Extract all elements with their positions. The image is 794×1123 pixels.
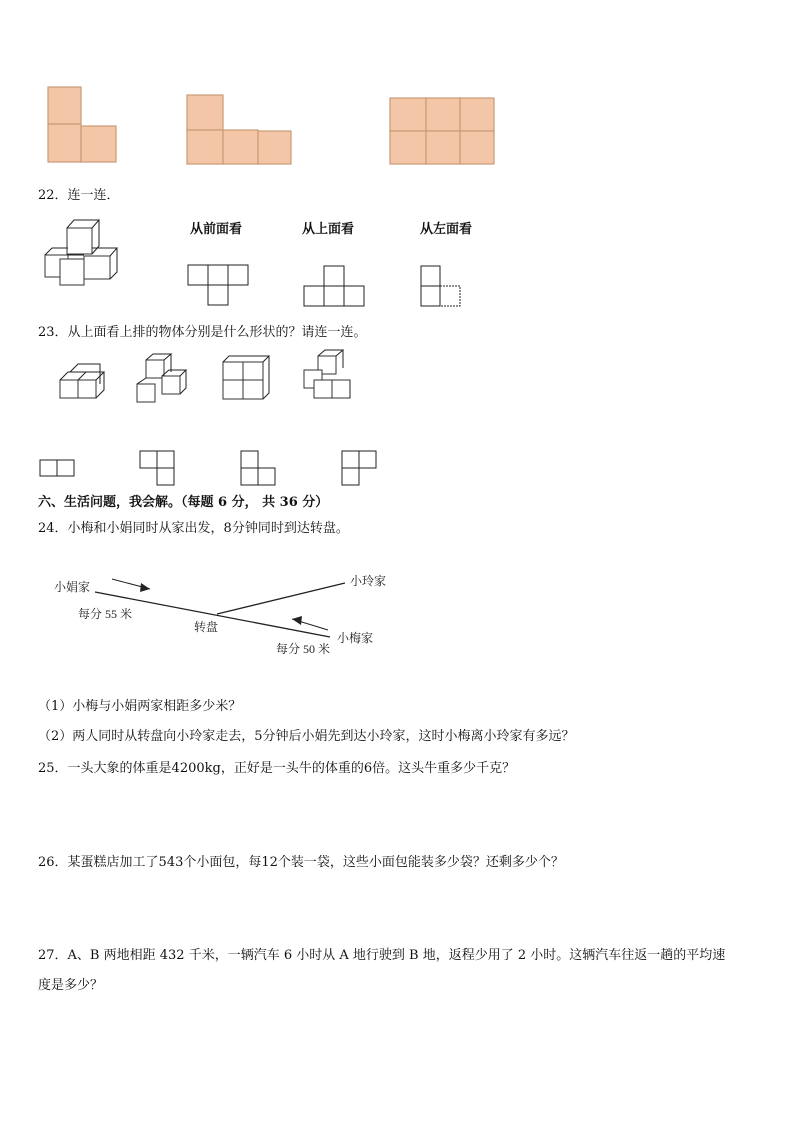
q26-heading	[38, 855, 564, 871]
q23-title: 从上面看上排的物体分别是什么形状的？请连一连。	[67, 325, 367, 340]
q24-number: 24．	[38, 521, 68, 536]
q27-number: 27．	[38, 948, 68, 963]
q24-sub-question-1: （1）小梅与小娟两家相距多少米？	[38, 699, 242, 714]
q25-text: 一头大象的体重是4200kg，正好是一头牛的体重的6倍。这头牛重多少千克？	[67, 761, 516, 776]
section-6-heading: 六、生活问题，我会解。（每题 6 分， 共 36 分）	[38, 495, 329, 510]
q26-number: 26．	[38, 855, 68, 870]
q22-title: 连一连．	[67, 188, 120, 203]
label-xiaojuan-home: 小娟家	[54, 580, 91, 594]
q23-number: 23．	[38, 325, 68, 340]
q27-line-2: 度是多少？	[38, 978, 104, 993]
q27-line-1: A、B 两地相距 432 千米，一辆汽车 6 小时从 A 地行驶到 B 地，返程少用了 2 小时。这辆汽车往返一趟的平均速	[67, 948, 726, 963]
q22-view-top-label: 从上面看	[302, 222, 355, 237]
q24-text: 小梅和小娟同时从家出发，8分钟同时到达转盘。	[67, 521, 349, 536]
label-xiaoling-home: 小玲家	[350, 574, 387, 588]
road-to-xiaoling	[217, 583, 345, 614]
label-speed-mei: 每分 50 米	[276, 642, 331, 656]
q24-sub-question-2: （2）两人同时从转盘向小玲家走去，5分钟后小娟先到达小玲家，这时小梅离小玲家有多远？	[38, 729, 575, 744]
q27-heading	[38, 948, 725, 964]
q26-text: 某蛋糕店加工了543个小面包，每12个装一袋，这些小面包能装多少袋？还剩多少个？	[67, 855, 564, 870]
label-xiaomei-home: 小梅家	[337, 631, 374, 645]
q25-number: 25．	[38, 761, 68, 776]
label-roundabout: 转盘	[194, 620, 219, 634]
q25-heading	[38, 761, 515, 777]
q22-number: 22．	[38, 188, 68, 203]
q22-view-left-label: 从左面看	[420, 222, 473, 237]
q22-view-front-label: 从前面看	[190, 222, 243, 237]
label-speed-juan: 每分 55 米	[78, 607, 133, 621]
